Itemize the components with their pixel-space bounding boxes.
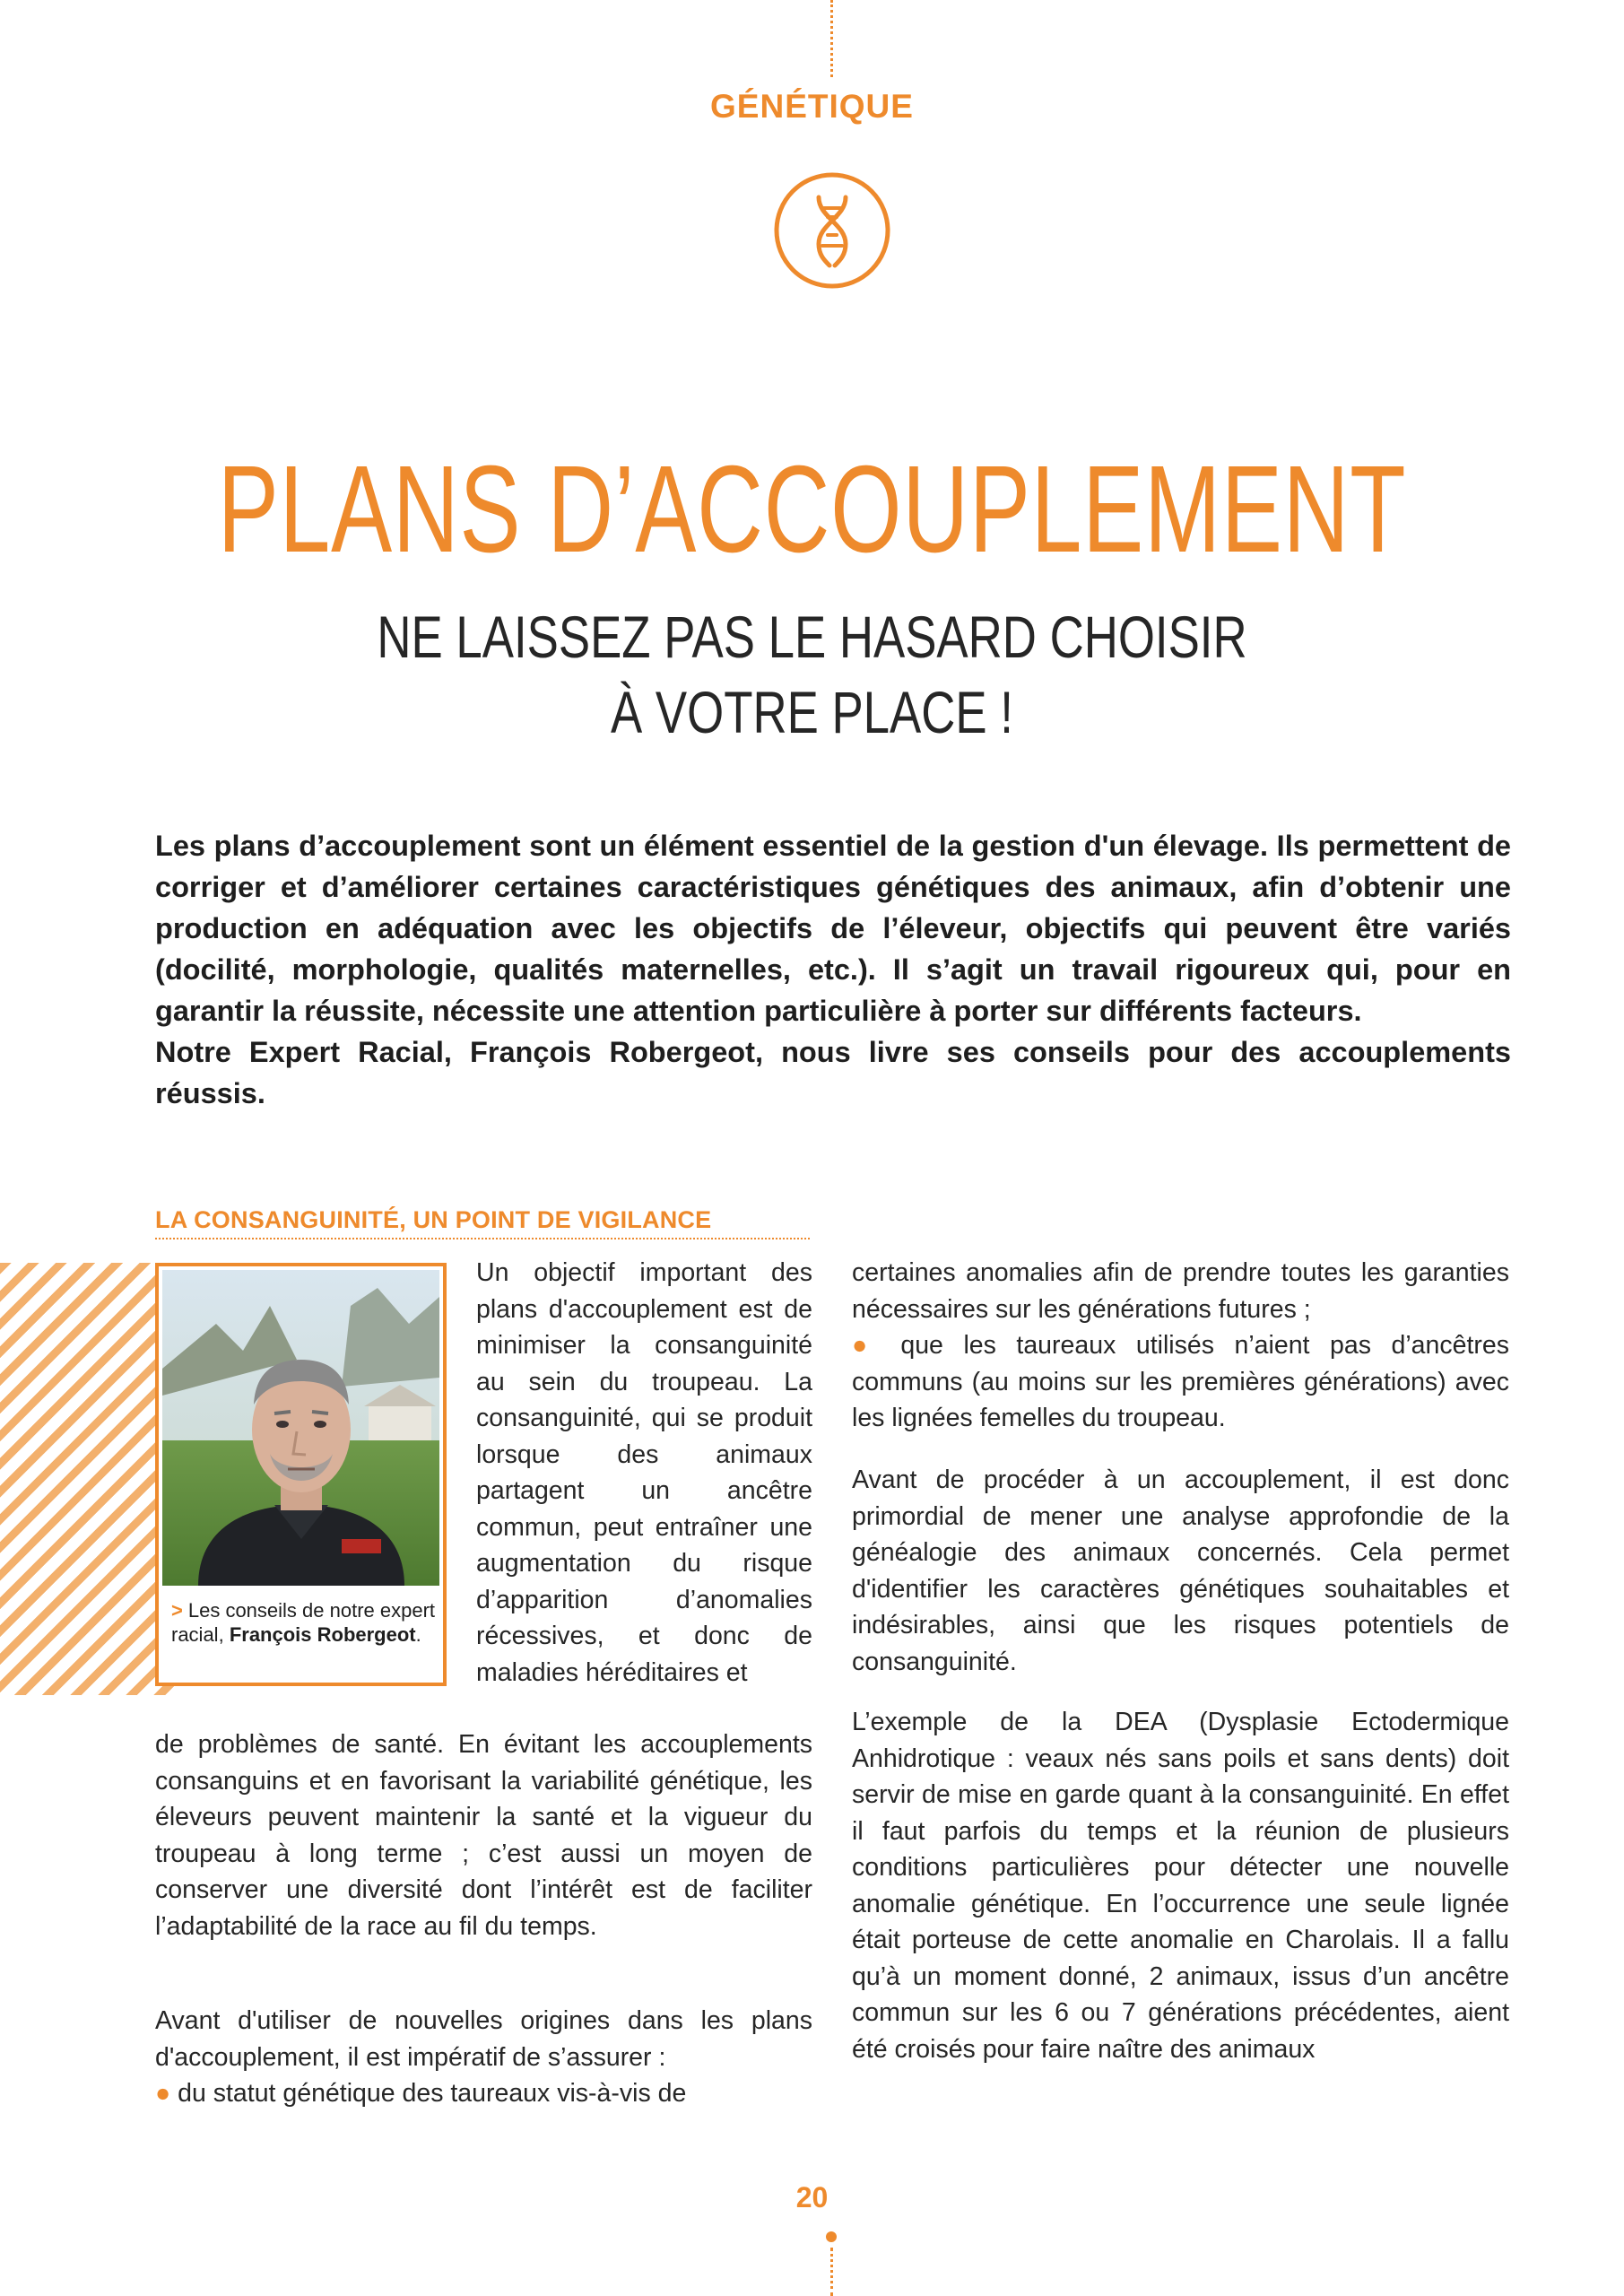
intro-text-2: Notre Expert Racial, François Robergeot, nous livre ses conseils pour des accouplements réussis. [155,1036,1511,1109]
right-column-paragraph-2: Avant de procéder à un accouplement, il est donc primordial de mener une analyse approfondie de la généalogie des animaux concernés. Cela permet d'identifier les caractères génétiques souhaitables et indésirables, ainsi que les risques potentiels de consanguinité. [852,1465,1509,1676]
caption-text: Les conseils de notre expert racial, [171,1599,436,1646]
decorative-stripes [0,1263,176,1695]
left-paragraph-text: Avant d'utiliser de nouvelles origines dans les plans d'accouplement, il est impératif de s’assurer : [155,2006,812,2072]
bullet-icon: ● [852,1331,901,1360]
list-item: ● du statut génétique des taureaux vis-à-vis de [155,2079,687,2108]
page-title: PLANS D’ACCOUPLEMENT [217,440,1407,578]
top-dotted-line [830,0,833,77]
caption-suffix: . [415,1623,421,1646]
subtitle-line-2: À VOTRE PLACE ! [611,679,1013,745]
page-number: 20 [795,2181,829,2213]
subtitle-line-1: NE LAISSEZ PAS LE HASARD CHOISIR [377,604,1247,670]
left-column-paragraph-2 [155,2003,812,2112]
section-heading: LA CONSANGUINITÉ, UN POINT DE VIGILANCE [155,1206,712,1233]
list-item: ● que les taureaux utilisés n’aient pas d’ancêtres communs (au moins sur les premières générations) avec les lignées femelles du troupeau. [852,1331,1509,1432]
expert-portrait-photo [162,1270,439,1586]
dna-icon [772,170,892,291]
bottom-dotted-line [830,2248,833,2296]
caption-arrow-icon: > [171,1599,183,1622]
caption-name: François Robergeot [229,1623,416,1646]
bottom-dot [826,2231,837,2242]
intro-text-1: Les plans d’accouplement sont un élément essentiel de la gestion d'un élevage. Ils permettent de corriger et d’améliorer certaines caractéristiques génétiques des animaux, afin d’obtenir une production en adéquation avec les objectifs de l’éleveur, objectifs qui peuvent être variés (docilité, morphologie, qualités maternelles, etc.). Il s’agit un travail rigoureux qui, pour en garantir la réussite, nécessite une attention particulière à porter sur différents facteurs. [155,830,1511,1027]
right-column-paragraph-3: L’exemple de la DEA (Dysplasie Ectodermique Anhidrotique : veaux nés sans poils et sans dents) doit servir de mise en garde quant à la consanguinité. En effet il faut parfois du temps et la réunion de plusieurs conditions particulières pour détecter une nouvelle anomalie génétique. En l’occurrence une seule lignée était porteuse de cette anomalie en Charolais. Il a fallu qu’à un moment donné, 2 animaux, issus d’un ancêtre commun sur les 6 ou 7 générations précédentes, aient été croisés pour faire naître des animaux [852,1708,1509,2064]
left-column-text: de problèmes de santé. En évitant les accouplements consanguins et en favorisant la variabilité génétique, les éleveurs peuvent maintenir la santé et la vigueur du troupeau à long terme ; c’est aussi un moyen de conserver une diversité dont l’intérêt est de faciliter l’adaptabilité de la race au fil du temps. [155,1730,812,1941]
heading-underline [155,1238,810,1239]
intro-paragraph [155,825,1511,1114]
section-label: GÉNÉTIQUE [710,88,914,125]
bullet-icon: ● [155,2079,178,2108]
photo-caption [171,1598,440,1647]
left-column-wrap-text: Un objectif important des plans d'accouplement est de minimiser la consanguinité au sein du troupeau. La consanguinité, qui se produit lorsque des animaux partagent un ancêtre commun, peut entraîner une augmentation du risque d’apparition d’anomalies récessives, et donc de maladies héréditaires et [476,1258,812,1687]
right-column-list [852,1255,1509,1437]
right-continuation-text: certaines anomalies afin de prendre toutes les garanties nécessaires sur les générations futures ; [852,1258,1509,1324]
expert-photo-card [155,1263,447,1686]
